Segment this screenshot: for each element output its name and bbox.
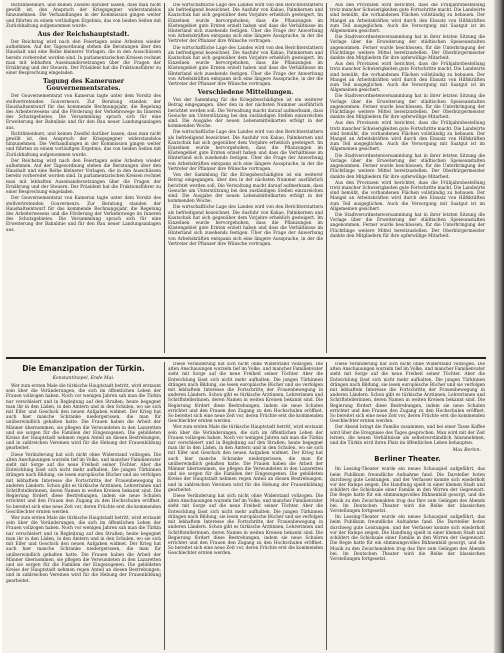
article-text: Die Stadtverordnetenversammlung hat in ihrer letzten Sitzung die Vorlage über die Erweiterung der städtischen Speiseanstalten angenommen. Ferner wurde beschlossen, für die Unterbringung der Flüchtlinge weitere Mittel bereitzustellen. Der Oberbürgermeister dankte den Mitgliedern für ihre opferwillige Mitarbeit. — [330, 153, 485, 180]
author-signature: Max Berlen. — [452, 448, 481, 454]
column-divider — [164, 3, 165, 353]
feuilleton-column-2 — [168, 362, 323, 652]
section-heading: Aus der Reichshauptstadt. — [37, 31, 130, 39]
feuilleton-text: Der Abend bringt die Familie zusammen, und bei einer Tasse Kaffee wird über die Ereignisse des Tages gesprochen. Man wird mit der Zeit lernen, die neuen Verhältnisse als selbstverständlich hinzunehmen, und die Türkin wird ihren Platz im öffentlichen Leben behaupten. — [330, 425, 485, 447]
book-binding-edge — [494, 0, 504, 653]
feuilleton-text: Im Lessing-Theater wurde ein neues Schauspiel aufgeführt, das beim Publikum freundliche Aufnahme fand. Die Darsteller boten durchweg gute Leistungen, und der Verfasser konnte sich wiederholt vor der Rampe zeigen. Die Handlung spielt in einer kleinen Stadt und schildert die Schicksale einer Familie in den Wirren der Gegenwart. Die Regie hatte für ein stimmungsvolles Bühnenbild gesorgt, und die Musik zu den Zwischenakten trug das Ihre zum Gelingen des Abends bei. Im Deutschen Theater wird die Reihe der klassischen Vorstellungen fortgesetzt. — [330, 515, 485, 562]
article-text: Aus den Provinzen wird berichtet, dass die Frühjahrsbestellung trotz mancher Schwierigkeiten gute Fortschritte macht. Die Landwirte sind bemüht, die vorhandenen Flächen vollständig zu bebauen. Der Mangel an Arbeitskräften wird durch den Einsatz von Hilfskräften zum Teil ausgeglichen. Auch die Versorgung mit Saatgut ist im Allgemeinen gesichert. — [330, 3, 485, 35]
feuilleton-title: Die Emanzipation der Türkin. — [22, 364, 145, 373]
column-divider — [164, 362, 165, 650]
feuilleton-text: Diese Veränderung hat sich nicht ohne Widerstand vollzogen. Die alten Anschauungen wurzeln tief im Volke, und mancher Familienvater sieht mit Sorge auf die neue Freiheit seiner Töchter. Aber die Entwicklung lässt sich nicht mehr aufhalten. Die jungen Türkinnen drängen nach Bildung, sie lesen europäische Bücher und sie verfolgen mit lebhaftem Interesse die Fortschritte der Frauenbewegung in anderen Ländern. Schon gibt es türkische Ärztinnen, Lehrerinnen und Schriftstellerinnen, deren Namen in weiten Kreisen bekannt sind. Die Regierung fördert diese Bestrebungen, indem sie neue Schulen errichtet und den Frauen den Zugang zu den Hochschulen eröffnet. So bereitet sich eine neue Zeit vor, deren Früchte erst die kommenden Geschlechter ernten werden. — [168, 362, 323, 425]
section-heading: Verschiedene Mitteilungen. — [197, 89, 294, 97]
column-2 — [168, 3, 323, 355]
article-text: Die Stadtverordnetenversammlung hat in ihrer letzten Sitzung die Vorlage über die Erweiterung der städtischen Speiseanstalten angenommen. Ferner wurde beschlossen, für die Unterbringung der Flüchtlinge weitere Mittel bereitzustellen. Der Oberbürgermeister dankte den Mitgliedern für ihre opferwillige Mitarbeit. — [330, 212, 485, 239]
column-1 — [6, 3, 161, 355]
article-text: Die wirtschaftliche Lage des Landes wird von den Berichterstattern als befriedigend bezeichnet. Die Ausfuhr von Kakao, Palmkernen und Kautschuk hat sich gegenüber dem Vorjahre erheblich gesteigert. Im Einzelnen wurde hervorgehoben, dass die Pflanzungen im Küstengebiet gute Ernten erzielt haben und dass die Verhältnisse im Hinterland sich zusehends festigen. Über die Frage der Anwerbung von Arbeitskräften entspann sich eine längere Aussprache, in der die Vertreter der Pflanzer ihre Wünsche vortrugen. — [168, 3, 323, 45]
article-text: Aus den Provinzen wird berichtet, dass die Frühjahrsbestellung trotz mancher Schwierigkeiten gute Fortschritte macht. Die Landwirte sind bemüht, die vorhandenen Flächen vollständig zu bebauen. Der Mangel an Arbeitskräften wird durch den Einsatz von Hilfskräften zum Teil ausgeglichen. Auch die Versorgung mit Saatgut ist im Allgemeinen gesichert. — [330, 180, 485, 212]
feuilleton-text: Wer zum ersten Male die türkische Hauptstadt betritt, wird erstaunt sein über die Veränderungen, die sich im öffentlichen Leben der Frauen vollzogen haben. Noch vor wenigen Jahren sah man die Türkin nur verschleiert und in Begleitung auf den Straßen; heute begegnet man ihr in den Läden, in den Ämtern und in den Schulen, wo sie sich mit Eifer und Geschick den neuen Aufgaben widmet. Der Krieg hat auch hier manche Schranke niedergerissen, die man für unüberwindlich gehalten hatte. Die Frauen haben die Arbeit der Männer übernommen, sie pflegen die Verwundeten in den Lazaretten und sie sorgen für die Familien der Eingezogenen. Die gebildeten Kreise der Hauptstadt nehmen regen Anteil an diesen Bestrebungen, und in zahlreichen Vereinen wird für die Hebung der Frauenbildung gearbeitet. — [6, 384, 161, 452]
feuilleton-dateline: Konstantinopel, Ende Mai. — [52, 376, 115, 381]
article-text: Der Reichstag wird nach den Feiertagen seine Arbeiten wieder aufnehmen. Auf der Tagesordnung stehen die Beratungen über den Haushalt und eine Reihe kleinerer Vorlagen, die in den Ausschüssen bereits vorbereitet worden sind. In parlamentarischen Kreisen rechnet man mit lebhaften Auseinandersetzungen über die Fragen der Ernährung und der Steuern. Der Präsident hat die Fraktionsführer zu einer Besprechung eingeladen. — [6, 158, 161, 196]
feuilleton-column-3 — [330, 362, 485, 652]
feuilleton-text: Diese Veränderung hat sich nicht ohne Widerstand vollzogen. Die alten Anschauungen wurzeln tief im Volke, und mancher Familienvater sieht mit Sorge auf die neue Freiheit seiner Töchter. Aber die Entwicklung lässt sich nicht mehr aufhalten. Die jungen Türkinnen drängen nach Bildung, sie lesen europäische Bücher und sie verfolgen mit lebhaftem Interesse die Fortschritte der Frauenbewegung in anderen Ländern. Schon gibt es türkische Ärztinnen, Lehrerinnen und Schriftstellerinnen, deren Namen in weiten Kreisen bekannt sind. Die Regierung fördert diese Bestrebungen, indem sie neue Schulen errichtet und den Frauen den Zugang zu den Hochschulen eröffnet. So bereitet sich eine neue Zeit vor, deren Früchte erst die kommenden Geschlechter ernten werden. — [330, 362, 485, 425]
article-text: Der Gouvernementsrat von Kamerun tagte unter dem Vorsitz des stellvertretenden Gouverneurs. Zur Beratung standen der Haushaltsentwurf für das kommende Rechnungsjahr, die Regelung des Arbeiterwesens und die Förderung der Verkehrswege im Inneren des Schutzgebietes. Die Versammlung sprach sich für eine Erweiterung der Bahnlinie und für den Bau neuer Landungsanlagen aus. — [6, 94, 161, 131]
feuilleton-text: Diese Veränderung hat sich nicht ohne Widerstand vollzogen. Die alten Anschauungen wurzeln tief im Volke, und mancher Familienvater sieht mit Sorge auf die neue Freiheit seiner Töchter. Aber die Entwicklung lässt sich nicht mehr aufhalten. Die jungen Türkinnen drängen nach Bildung, sie lesen europäische Bücher und sie verfolgen mit lebhaftem Interesse die Fortschritte der Frauenbewegung in anderen Ländern. Schon gibt es türkische Ärztinnen, Lehrerinnen und Schriftstellerinnen, deren Namen in weiten Kreisen bekannt sind. Die Regierung fördert diese Bestrebungen, indem sie neue Schulen errichtet und den Frauen den Zugang zu den Hochschulen eröffnet. So bereitet sich eine neue Zeit vor, deren Früchte erst die kommenden Geschlechter ernten werden. — [6, 452, 161, 515]
feuilleton-text: Wer zum ersten Male die türkische Hauptstadt betritt, wird erstaunt sein über die Veränderungen, die sich im öffentlichen Leben der Frauen vollzogen haben. Noch vor wenigen Jahren sah man die Türkin nur verschleiert und in Begleitung auf den Straßen; heute begegnet man ihr in den Läden, in den Ämtern und in den Schulen, wo sie sich mit Eifer und Geschick den neuen Aufgaben widmet. Der Krieg hat auch hier manche Schranke niedergerissen, die man für unüberwindlich gehalten hatte. Die Frauen haben die Arbeit der Männer übernommen, sie pflegen die Verwundeten in den Lazaretten und sie sorgen für die Familien der Eingezogenen. Die gebildeten Kreise der Hauptstadt nehmen regen Anteil an diesen Bestrebungen, und in zahlreichen Vereinen wird für die Hebung der Frauenbildung gearbeitet. — [168, 425, 323, 493]
article-text: Die Stadtverordnetenversammlung hat in ihrer letzten Sitzung die Vorlage über die Erweiterung der städtischen Speiseanstalten angenommen. Ferner wurde beschlossen, für die Unterbringung der Flüchtlinge weitere Mittel bereitzustellen. Der Oberbürgermeister dankte den Mitgliedern für ihre opferwillige Mitarbeit. — [330, 94, 485, 121]
column-divider — [326, 362, 327, 650]
article-text: Die wirtschaftliche Lage des Landes wird von den Berichterstattern als befriedigend bezeichnet. Die Ausfuhr von Kakao, Palmkernen und Kautschuk hat sich gegenüber dem Vorjahre erheblich gesteigert. Im Einzelnen wurde hervorgehoben, dass die Pflanzungen im Küstengebiet gute Ernten erzielt haben und dass die Verhältnisse im Hinterland sich zusehends festigen. Über die Frage der Anwerbung von Arbeitskräften entspann sich eine längere Aussprache, in der die Vertreter der Pflanzer ihre Wünsche vortrugen. — [168, 130, 323, 172]
feuilleton-divider — [6, 357, 486, 359]
article-text: Die Stadtverordnetenversammlung hat in ihrer letzten Sitzung die Vorlage über die Erweiterung der städtischen Speiseanstalten angenommen. Ferner wurde beschlossen, für die Unterbringung der Flüchtlinge weitere Mittel bereitzustellen. Der Oberbürgermeister dankte den Mitgliedern für ihre opferwillige Mitarbeit. — [330, 35, 485, 62]
newspaper-page — [2, 0, 494, 653]
section-heading: Tagung des Kameruner Gouvernementsrates. — [42, 78, 125, 93]
article-text: Aus den Provinzen wird berichtet, dass die Frühjahrsbestellung trotz mancher Schwierigkeiten gute Fortschritte macht. Die Landwirte sind bemüht, die vorhandenen Flächen vollständig zu bebauen. Der Mangel an Arbeitskräften wird durch den Einsatz von Hilfskräften zum Teil ausgeglichen. Auch die Versorgung mit Saatgut ist im Allgemeinen gesichert. — [330, 62, 485, 94]
article-text: Richtlinienkurs, und keinen Zweifel darüber lassen, dass man nicht gewillt ist, den Anspruch der Kriegsgegner widerstandslos hinzunehmen. Die Verhandlungen in der Kommission gingen weiter und führten zu einem vorläufigen Ergebnis, das von beiden Seiten mit Zurückhaltung aufgenommen wurde. — [6, 131, 161, 158]
article-text: Die wirtschaftliche Lage des Landes wird von den Berichterstattern als befriedigend bezeichnet. Die Ausfuhr von Kakao, Palmkernen und Kautschuk hat sich gegenüber dem Vorjahre erheblich gesteigert. Im Einzelnen wurde hervorgehoben, dass die Pflanzungen im Küstengebiet gute Ernten erzielt haben und dass die Verhältnisse im Hinterland sich zusehends festigen. Über die Frage der Anwerbung von Arbeitskräften entspann sich eine längere Aussprache, in der die Vertreter der Pflanzer ihre Wünsche vortrugen. — [168, 205, 323, 247]
column-divider — [326, 3, 327, 353]
article-text: Von der Sammlung für die Kriegsbeschädigten ist ein weiterer Betrag eingegangen, über den in der nächsten Nummer ausführlich berichtet werden soll. Die Verwaltung macht darauf aufmerksam, dass Gesuche um Unterstützung bei den zuständigen Stellen einzureichen sind. Die Ausgabe der neuen Lebensmittelkarten erfolgt in der kommenden Woche. — [168, 173, 323, 205]
article-text: Der Gouvernementsrat von Kamerun tagte unter dem Vorsitz des stellvertretenden Gouverneurs. Zur Beratung standen der Haushaltsentwurf für das kommende Rechnungsjahr, die Regelung des Arbeiterwesens und die Förderung der Verkehrswege im Inneren des Schutzgebietes. Die Versammlung sprach sich für eine Erweiterung der Bahnlinie und für den Bau neuer Landungsanlagen aus. — [6, 196, 161, 233]
column-3 — [330, 3, 485, 355]
theater-heading: Berliner Theater. — [374, 455, 441, 464]
article-text: Aus den Provinzen wird berichtet, dass die Frühjahrsbestellung trotz mancher Schwierigkeiten gute Fortschritte macht. Die Landwirte sind bemüht, die vorhandenen Flächen vollständig zu bebauen. Der Mangel an Arbeitskräften wird durch den Einsatz von Hilfskräften zum Teil ausgeglichen. Auch die Versorgung mit Saatgut ist im Allgemeinen gesichert. — [330, 121, 485, 153]
feuilleton-text: Wer zum ersten Male die türkische Hauptstadt betritt, wird erstaunt sein über die Veränderungen, die sich im öffentlichen Leben der Frauen vollzogen haben. Noch vor wenigen Jahren sah man die Türkin nur verschleiert und in Begleitung auf den Straßen; heute begegnet man ihr in den Läden, in den Ämtern und in den Schulen, wo sie sich mit Eifer und Geschick den neuen Aufgaben widmet. Der Krieg hat auch hier manche Schranke niedergerissen, die man für unüberwindlich gehalten hatte. Die Frauen haben die Arbeit der Männer übernommen, sie pflegen die Verwundeten in den Lazaretten und sie sorgen für die Familien der Eingezogenen. Die gebildeten Kreise der Hauptstadt nehmen regen Anteil an diesen Bestrebungen, und in zahlreichen Vereinen wird für die Hebung der Frauenbildung gearbeitet. — [6, 516, 161, 584]
article-text: Richtlinienkurs, und keinen Zweifel darüber lassen, dass man nicht gewillt ist, den Anspruch der Kriegsgegner widerstandslos hinzunehmen. Die Verhandlungen in der Kommission gingen weiter und führten zu einem vorläufigen Ergebnis, das von beiden Seiten mit Zurückhaltung aufgenommen wurde. — [6, 3, 161, 29]
feuilleton-text: Diese Veränderung hat sich nicht ohne Widerstand vollzogen. Die alten Anschauungen wurzeln tief im Volke, und mancher Familienvater sieht mit Sorge auf die neue Freiheit seiner Töchter. Aber die Entwicklung lässt sich nicht mehr aufhalten. Die jungen Türkinnen drängen nach Bildung, sie lesen europäische Bücher und sie verfolgen mit lebhaftem Interesse die Fortschritte der Frauenbewegung in anderen Ländern. Schon gibt es türkische Ärztinnen, Lehrerinnen und Schriftstellerinnen, deren Namen in weiten Kreisen bekannt sind. Die Regierung fördert diese Bestrebungen, indem sie neue Schulen errichtet und den Frauen den Zugang zu den Hochschulen eröffnet. So bereitet sich eine neue Zeit vor, deren Früchte erst die kommenden Geschlechter ernten werden. — [168, 494, 323, 557]
article-text: Die wirtschaftliche Lage des Landes wird von den Berichterstattern als befriedigend bezeichnet. Die Ausfuhr von Kakao, Palmkernen und Kautschuk hat sich gegenüber dem Vorjahre erheblich gesteigert. Im Einzelnen wurde hervorgehoben, dass die Pflanzungen im Küstengebiet gute Ernten erzielt haben und dass die Verhältnisse im Hinterland sich zusehends festigen. Über die Frage der Anwerbung von Arbeitskräften entspann sich eine längere Aussprache, in der die Vertreter der Pflanzer ihre Wünsche vortrugen. — [168, 45, 323, 88]
feuilleton-text: Im Lessing-Theater wurde ein neues Schauspiel aufgeführt, das beim Publikum freundliche Aufnahme fand. Die Darsteller boten durchweg gute Leistungen, und der Verfasser konnte sich wiederholt vor der Rampe zeigen. Die Handlung spielt in einer kleinen Stadt und schildert die Schicksale einer Familie in den Wirren der Gegenwart. Die Regie hatte für ein stimmungsvolles Bühnenbild gesorgt, und die Musik zu den Zwischenakten trug das Ihre zum Gelingen des Abends bei. Im Deutschen Theater wird die Reihe der klassischen Vorstellungen fortgesetzt. — [330, 467, 485, 515]
article-text: Der Reichstag wird nach den Feiertagen seine Arbeiten wieder aufnehmen. Auf der Tagesordnung stehen die Beratungen über den Haushalt und eine Reihe kleinerer Vorlagen, die in den Ausschüssen bereits vorbereitet worden sind. In parlamentarischen Kreisen rechnet man mit lebhaften Auseinandersetzungen über die Fragen der Ernährung und der Steuern. Der Präsident hat die Fraktionsführer zu einer Besprechung eingeladen. — [6, 40, 161, 77]
article-text: Von der Sammlung für die Kriegsbeschädigten ist ein weiterer Betrag eingegangen, über den in der nächsten Nummer ausführlich berichtet werden soll. Die Verwaltung macht darauf aufmerksam, dass Gesuche um Unterstützung bei den zuständigen Stellen einzureichen sind. Die Ausgabe der neuen Lebensmittelkarten erfolgt in der kommenden Woche. — [168, 98, 323, 130]
feuilleton-column-1 — [6, 362, 161, 652]
